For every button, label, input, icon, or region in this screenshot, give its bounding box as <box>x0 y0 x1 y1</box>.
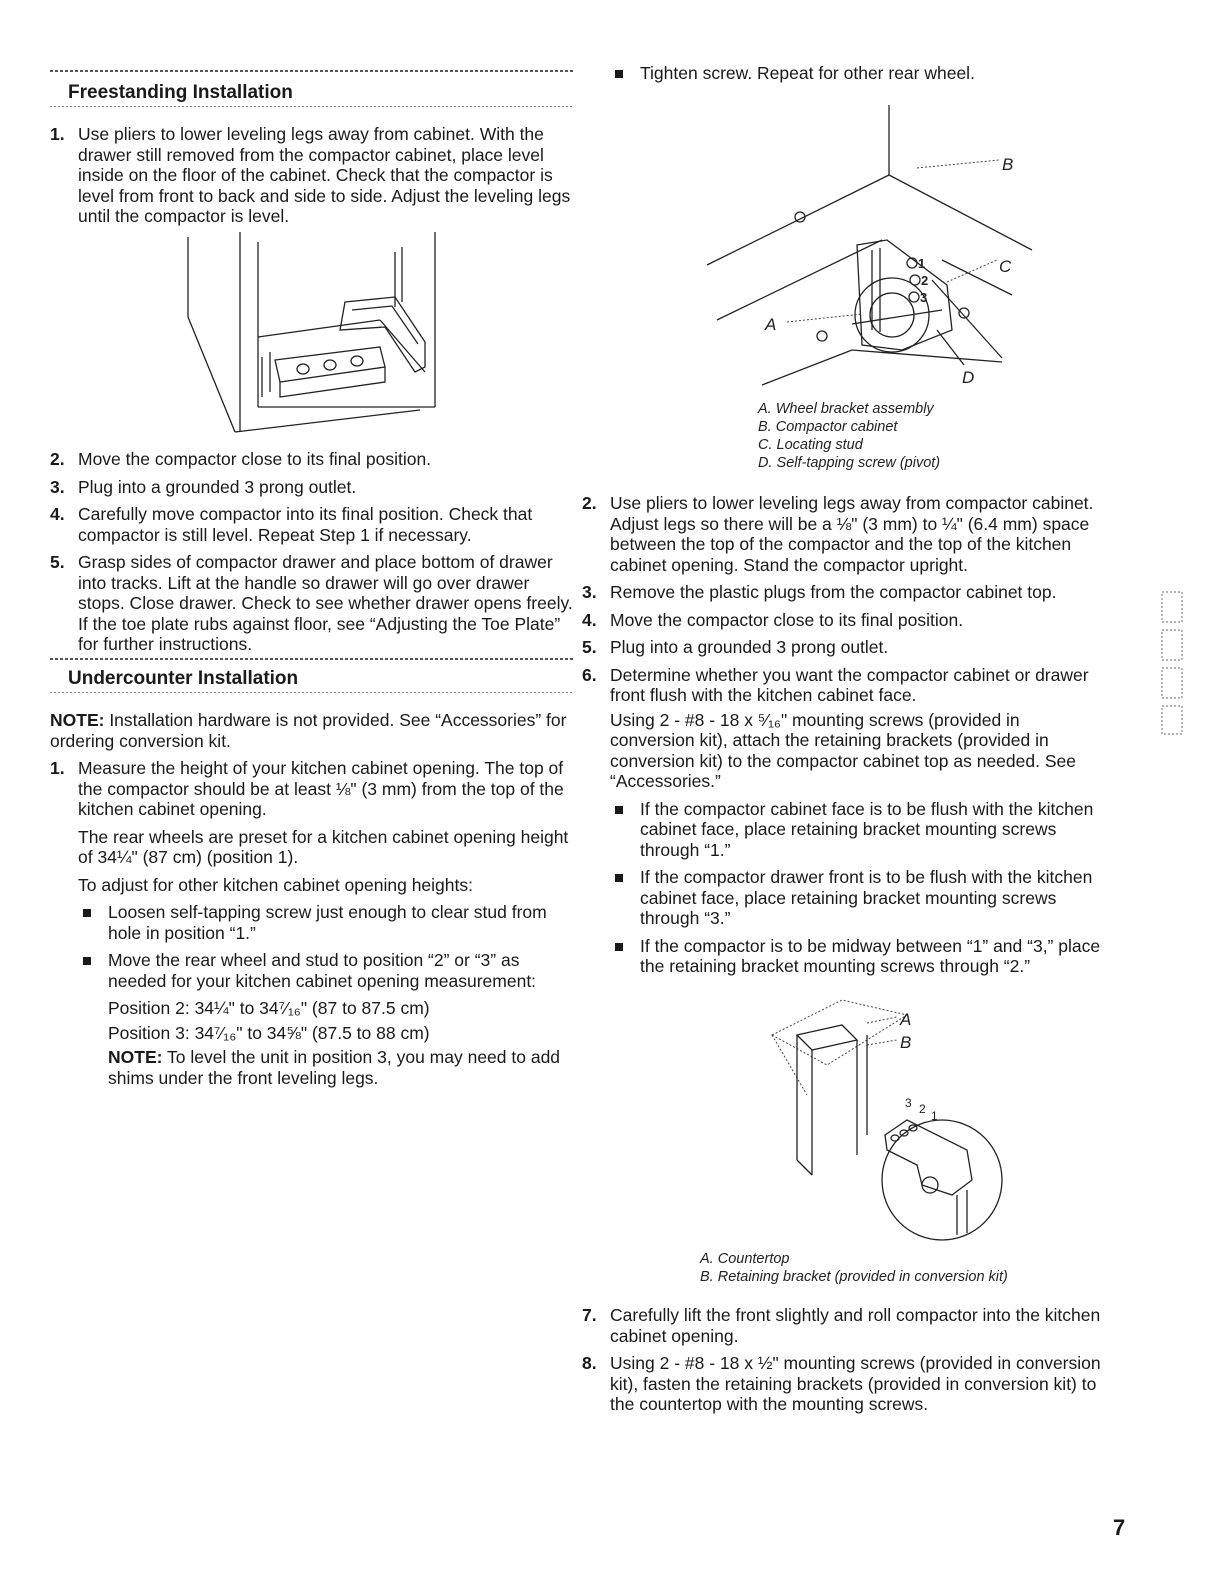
bullet-square-icon <box>615 874 623 882</box>
bullet-square-icon <box>615 70 623 78</box>
step-number: 8. <box>582 1353 597 1373</box>
freestanding-step-2 <box>50 449 574 470</box>
figure-1-captions <box>758 400 940 472</box>
note-label: NOTE: <box>108 1047 163 1067</box>
section-rule <box>50 692 574 693</box>
right-steps <box>582 493 1102 977</box>
bullet-cabinet-flush <box>582 799 1102 861</box>
bullet-text: Tighten screw. Repeat for other rear wheel. <box>640 63 975 83</box>
freestanding-heading: Freestanding Installation <box>68 82 293 103</box>
preset-text: The rear wheels are preset for a kitchen cabinet opening height of 34¼" (87 cm) (position 1). <box>78 826 569 867</box>
right-steps-final <box>582 1305 1102 1415</box>
label-B: B <box>1002 155 1014 174</box>
hole-3-label: 3 <box>905 1096 912 1110</box>
label-A: A <box>765 315 777 334</box>
bullet-text: If the compactor is to be midway between “1” and “3,” place the retaining bracket mounting screws through “2.” <box>640 935 1101 976</box>
position-2: Position 2: 34¼" to 34⁷⁄₁₆" (87 to 87.5 cm) <box>108 998 430 1018</box>
figure-2-captions <box>700 1250 1008 1286</box>
step-text: Carefully lift the front slightly and roll compactor into the kitchen cabinet opening. <box>610 1305 1101 1346</box>
section-rule <box>50 658 574 660</box>
bullet-text: If the compactor drawer front is to be flush with the kitchen cabinet face, place retaining bracket mounting screws through “3.” <box>640 867 1093 928</box>
bullet-square-icon <box>615 806 623 814</box>
bullet-tighten <box>582 63 1160 84</box>
undercounter-step-5 <box>582 637 1102 658</box>
wheel-bracket-illustration <box>702 100 1042 395</box>
step-text: Use pliers to lower leveling legs away from compactor cabinet. Adjust legs so there will be a ⅛" (3 mm) to ¼" (6.4 mm) space between the top of the compactor and the top of the kitchen cabinet opening. Stand the compactor upright. <box>610 493 1094 575</box>
adjust-text: To adjust for other kitchen cabinet opening heights: <box>78 874 473 895</box>
note-text: To level the unit in position 3, you may need to add shims under the front leveling legs. <box>108 1047 561 1088</box>
step-number: 5. <box>50 552 65 572</box>
step-text: Plug into a grounded 3 prong outlet. <box>610 637 889 657</box>
label-B: B <box>900 1033 912 1052</box>
step-number: 4. <box>50 504 65 524</box>
freestanding-step-3 <box>50 477 574 498</box>
position-1-label: 1 <box>918 256 926 271</box>
bullet-loosen <box>50 902 574 943</box>
bullet-square-icon <box>615 943 623 951</box>
step-number: 3. <box>582 582 597 602</box>
side-tab-decoration <box>1158 588 1186 738</box>
freestanding-steps-2-5 <box>50 449 574 655</box>
caption: C. Locating stud <box>758 437 863 453</box>
freestanding-step-5 <box>50 552 574 655</box>
step-number: 3. <box>50 476 65 497</box>
step-6-detail: Using 2 - #8 - 18 x ⁵⁄₁₆" mounting screws (provided in conversion kit), attach the retaining brackets (provided in conversion kit) to the compactor cabinet top as needed. See “Accessories.” <box>610 709 1076 791</box>
label-C: C <box>999 257 1012 276</box>
page-number: 7 <box>1113 1515 1126 1540</box>
position-3: Position 3: 34⁷⁄₁₆" to 34⅝" (87.5 to 88 cm) <box>108 1022 430 1043</box>
step-number: 1. <box>50 124 65 144</box>
bullet-drawer-flush <box>582 867 1102 929</box>
step-text: Use pliers to lower leveling legs away from cabinet. With the drawer still removed from the compactor cabinet, place level inside on the floor of the cabinet. Check that the compactor is level from front to back and side to side. Adjust the leveling legs until the compactor is level. <box>78 124 571 226</box>
bullet-midway <box>582 936 1102 977</box>
bullet-square-icon <box>83 909 91 917</box>
undercounter-step-1 <box>50 758 574 820</box>
step-text: Measure the height of your kitchen cabinet opening. The top of the compactor should be at least ⅛" (3 mm) from the top of the kitchen cabinet opening. <box>78 758 564 819</box>
note-label: NOTE: <box>50 710 105 730</box>
hole-2-label: 2 <box>919 1102 926 1116</box>
freestanding-step-1 <box>50 124 574 227</box>
step-number: 2. <box>582 493 597 513</box>
section-rule <box>50 70 574 72</box>
step-text: Remove the plastic plugs from the compactor cabinet top. <box>610 582 1057 602</box>
caption: A. Wheel bracket assembly <box>758 401 934 417</box>
step-number: 1. <box>50 758 65 778</box>
step-text: Move the compactor close to its final position. <box>78 449 432 469</box>
undercounter-step-7 <box>582 1305 1102 1346</box>
caption: B. Compactor cabinet <box>758 419 898 435</box>
step-text: Move the compactor close to its final position. <box>610 609 964 630</box>
step-number: 4. <box>582 609 597 630</box>
step-text: Grasp sides of compactor drawer and place bottom of drawer into tracks. Lift at the handle so drawer will go over drawer stops. Close drawer. Check to see whether drawer opens freely. If the toe plate rubs against floor, see “Adjusting the Toe Plate” for further instructions. <box>78 552 573 654</box>
undercounter-note <box>50 710 574 751</box>
step-number: 6. <box>582 664 597 685</box>
step-text: Using 2 - #8 - 18 x ½" mounting screws (provided in conversion kit), fasten the retaining brackets (provided in conversion kit) to the countertop with the mounting screws. <box>610 1353 1101 1414</box>
undercounter-step-4 <box>582 610 1102 631</box>
position-3-label: 3 <box>920 290 928 305</box>
bullet-text: Loosen self-tapping screw just enough to clear stud from hole in position “1.” <box>108 902 547 943</box>
step-number: 5. <box>582 637 597 657</box>
bullet-text: Move the rear wheel and stud to position “2” or “3” as needed for your kitchen cabinet opening measurement: <box>108 950 537 991</box>
step-number: 2. <box>50 449 65 469</box>
step-text: Plug into a grounded 3 prong outlet. <box>78 476 357 497</box>
note-text: Installation hardware is not provided. See “Accessories” for ordering conversion kit. <box>50 710 567 751</box>
undercounter-note-2 <box>50 1047 574 1088</box>
label-A: A <box>900 1010 912 1029</box>
position-2-label: 2 <box>921 273 929 288</box>
step-text: Determine whether you want the compactor cabinet or drawer front flush with the kitchen cabinet face. <box>610 664 1089 705</box>
bullet-text: If the compactor cabinet face is to be flush with the kitchen cabinet face, place retaining bracket mounting screws through “1.” <box>640 798 1094 860</box>
bullet-square-icon <box>83 957 91 965</box>
level-in-cabinet-illustration <box>180 232 450 442</box>
caption: B. Retaining bracket (provided in conversion kit) <box>700 1269 1008 1285</box>
undercounter-heading: Undercounter Installation <box>68 668 299 689</box>
undercounter-step-2 <box>582 493 1102 575</box>
undercounter-content <box>50 710 574 1088</box>
bullet-move <box>50 950 574 991</box>
step-number: 7. <box>582 1305 597 1325</box>
undercounter-step-8 <box>582 1353 1102 1415</box>
undercounter-step-6 <box>582 665 1102 706</box>
caption: D. Self-tapping screw (pivot) <box>758 455 941 471</box>
caption: A. Countertop <box>700 1251 790 1267</box>
step-text: Carefully move compactor into its final position. Check that compactor is still level. Repeat Step 1 if necessary. <box>78 504 533 545</box>
hole-1-label: 1 <box>931 1109 938 1123</box>
section-rule <box>50 106 574 107</box>
freestanding-step-4 <box>50 504 574 545</box>
retaining-bracket-illustration <box>767 995 1027 1245</box>
label-D: D <box>962 368 975 387</box>
undercounter-step-3 <box>582 582 1102 603</box>
